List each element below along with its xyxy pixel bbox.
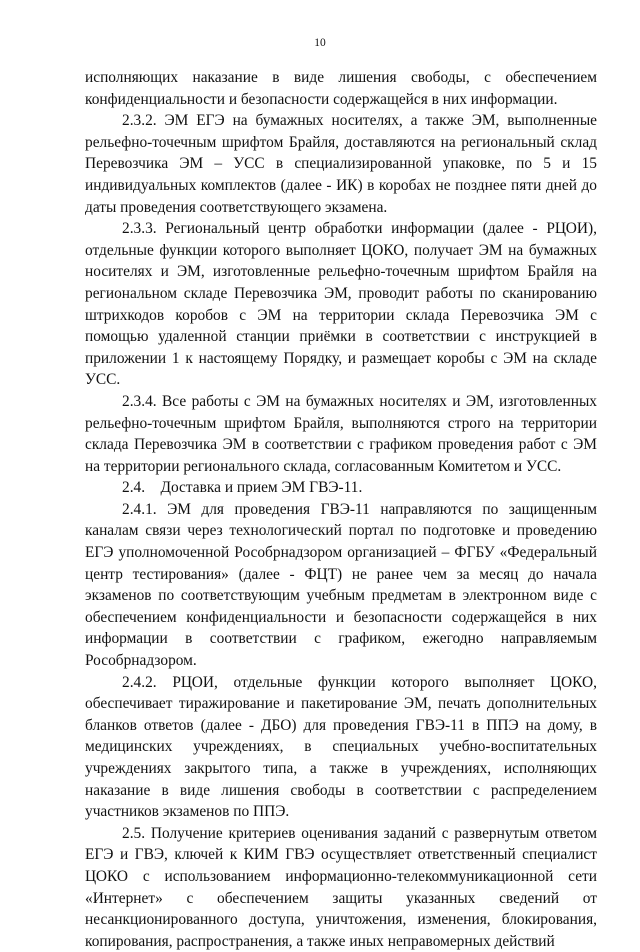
paragraph-2-3-4: 2.3.4. Все работы с ЭМ на бумажных носителях и ЭМ, изготовленных рельефно-точечным шрифтом Брайля, выполняются строго на территории склада Перевозчика ЭМ в соответствии с графиком проведения работ с ЭМ на территории регионального склада, согласованным Комитетом и УСС.: [85, 392, 597, 475]
paragraph-2-4-1: 2.4.1. ЭМ для проведения ГВЭ-11 направляются по защищенным каналам связи через технологический портал по подготовке и проведению ЕГЭ уполномоченной Рособрнадзором организацией – ФГБУ «Федеральный центр тестирования» (далее - ФЦТ) не ранее чем за месяц до начала экзаменов по соответствующим учебным предметам в электронном виде с обеспечением конфиденциальности и безопасности содержащейся в них информации в соответствии с графиком, ежегодно направляемым Рособрнадзором.: [85, 500, 597, 670]
paragraph-2-5: 2.5. Получение критериев оценивания заданий с развернутым ответом ЕГЭ и ГВЭ, ключей к КИМ ГВЭ осуществляет ответственный специалист ЦОКО с использованием информационно-телекоммуникационной сети «Интернет» с обеспечением защиты указанных сведений от несанкционированного доступа, уничтожения, изменения, блокирования, копирования, распространения, а также иных неправомерных действий: [85, 824, 597, 950]
paragraph-2-3-3: 2.3.3. Региональный центр обработки информации (далее - РЦОИ), отдельные функции которого выполняет ЦОКО, получает ЭМ на бумажных носителях и ЭМ, изготовленные рельефно-точечным шрифтом Брайля на региональном складе Перевозчика ЭМ, проводит работы по сканированию штрихкодов коробов с ЭМ на территории склада Перевозчика ЭМ с помощью удаленной станции приёмки в соответствии с инструкцией в приложении 1 к настоящему Порядку, и размещает коробы с ЭМ на складе УСС.: [85, 220, 597, 389]
paragraph-2-3-2: 2.3.2. ЭМ ЕГЭ на бумажных носителях, а также ЭМ, выполненные рельефно-точечным шрифтом Брайля, доставляются на региональный склад Перевозчика ЭМ – УСС в специализированной упаковке, по 5 и 15 индивидуальных комплектов (далее - ИК) в коробах не позднее пяти дней до даты проведения соответствующего экзамена.: [85, 112, 597, 216]
page-number: 10: [314, 37, 326, 49]
paragraph-continuation: исполняющих наказание в виде лишения свободы, с обеспечением конфиденциальности и безопасности содержащейся в них информации.: [85, 69, 597, 108]
section-heading-2-4: 2.4. Доставка и прием ЭМ ГВЭ-11.: [122, 479, 363, 497]
document-body: [85, 67, 597, 952]
paragraph-2-4-2: 2.4.2. РЦОИ, отдельные функции которого выполняет ЦОКО, обеспечивает тиражирование и пакетирование ЭМ, печать дополнительных бланков ответов (далее - ДБО) для проведения ГВЭ-11 в ППЭ на дому, в медицинских учреждениях, в специальных учебно-воспитательных учреждениях закрытого типа, а также в учреждениях, исполняющих наказание в виде лишения свободы в соответствии с распределением участников экзаменов по ППЭ.: [85, 673, 597, 821]
